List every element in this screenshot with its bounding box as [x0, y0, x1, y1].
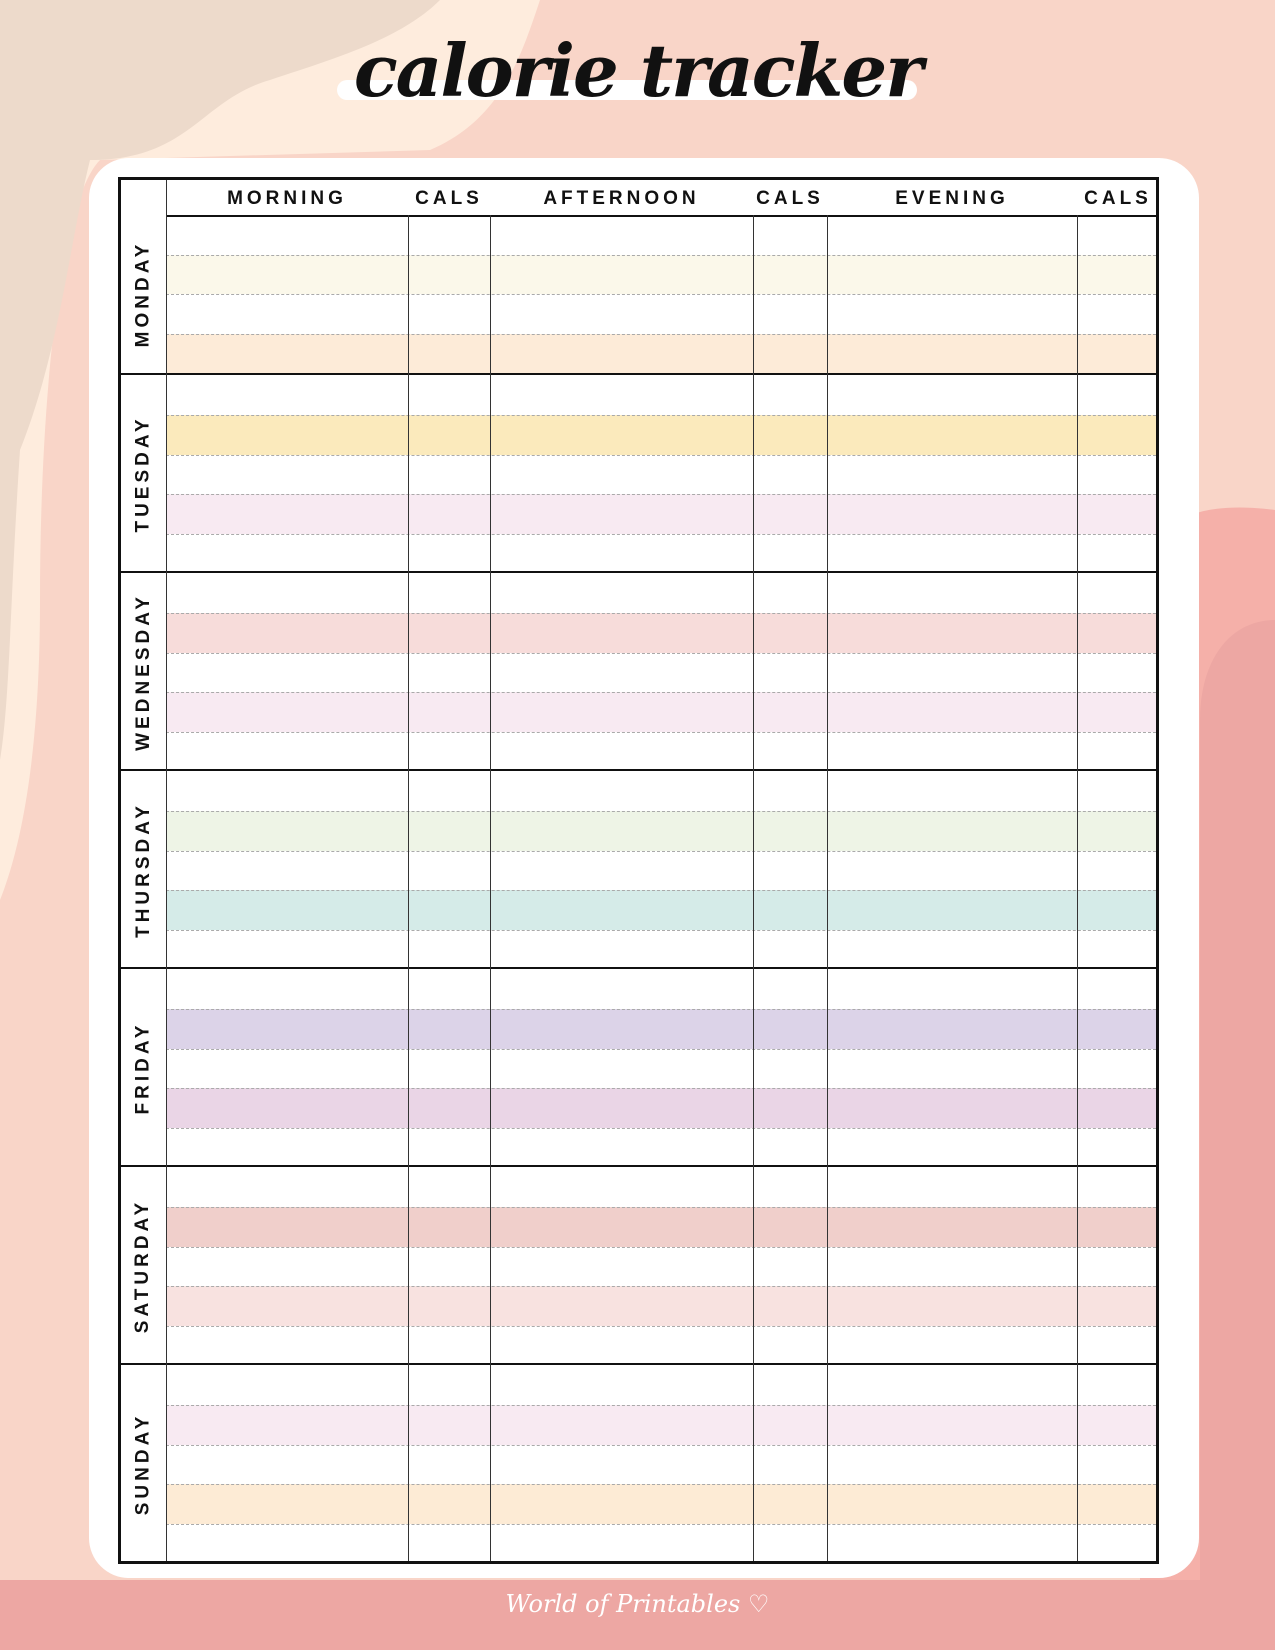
day-label — [121, 771, 166, 969]
entry-row-band[interactable] — [166, 1405, 1156, 1445]
entry-row-divider — [166, 1405, 1156, 1406]
day-label-text: FRIDAY — [132, 1021, 154, 1115]
day-label-text: TUESDAY — [132, 415, 154, 533]
entry-row-band[interactable] — [166, 255, 1156, 295]
column-header-evening: EVENING — [895, 188, 1009, 209]
entry-row-divider — [166, 1049, 1156, 1050]
entry-row-divider — [166, 732, 1156, 733]
day-label-text: MONDAY — [132, 240, 154, 348]
entry-row-divider — [166, 1445, 1156, 1446]
entry-row-divider — [166, 811, 1156, 812]
entry-row-divider — [166, 1326, 1156, 1327]
entry-row-divider — [166, 1009, 1156, 1010]
entry-row-divider — [166, 1484, 1156, 1485]
entry-row-band[interactable] — [166, 890, 1156, 930]
entry-row-divider — [166, 1088, 1156, 1089]
entry-row-band[interactable] — [166, 334, 1156, 374]
entry-row-divider — [166, 930, 1156, 931]
entry-row-divider — [166, 1247, 1156, 1248]
day-label-text: SUNDAY — [132, 1413, 154, 1516]
entry-row-divider — [166, 415, 1156, 416]
day-section-monday — [121, 215, 1156, 373]
entry-row-band[interactable] — [166, 613, 1156, 653]
entry-row-divider — [166, 294, 1156, 295]
entry-row-divider — [166, 455, 1156, 456]
entry-row-divider — [166, 534, 1156, 535]
day-section-thursday — [121, 769, 1156, 969]
header-divider — [166, 215, 1156, 217]
entry-row-band[interactable] — [166, 1484, 1156, 1524]
day-label-text: SATURDAY — [132, 1199, 154, 1334]
day-label — [121, 215, 166, 373]
day-section-sunday — [121, 1363, 1156, 1563]
entry-row-band[interactable] — [166, 1088, 1156, 1128]
day-label-text: THURSDAY — [132, 802, 154, 939]
column-header-afternoon: AFTERNOON — [543, 188, 700, 209]
entry-row-divider — [166, 890, 1156, 891]
entry-row-band[interactable] — [166, 811, 1156, 851]
column-header-cals-morning: CALS — [415, 188, 483, 209]
day-label — [121, 573, 166, 771]
day-section-saturday — [121, 1165, 1156, 1365]
entry-row-divider — [166, 1286, 1156, 1287]
column-divider — [408, 215, 409, 1561]
column-divider — [1077, 215, 1078, 1561]
column-header-morning: MORNING — [227, 188, 347, 209]
entry-row-divider — [166, 334, 1156, 335]
entry-row-divider — [166, 692, 1156, 693]
column-divider — [753, 215, 754, 1561]
day-label — [121, 375, 166, 573]
entry-row-divider — [166, 1128, 1156, 1129]
day-label-text: WEDNESDAY — [132, 593, 154, 752]
entry-row-divider — [166, 255, 1156, 256]
entry-row-divider — [166, 494, 1156, 495]
entry-row-divider — [166, 613, 1156, 614]
entry-row-divider — [166, 653, 1156, 654]
column-divider — [827, 215, 828, 1561]
day-column-divider — [166, 180, 167, 1561]
column-divider — [490, 215, 491, 1561]
entry-row-band[interactable] — [166, 494, 1156, 534]
day-label — [121, 1365, 166, 1563]
column-header-cals-evening: CALS — [1084, 188, 1152, 209]
day-section-friday — [121, 967, 1156, 1167]
column-header-cals-afternoon: CALS — [756, 188, 824, 209]
day-label — [121, 969, 166, 1167]
day-label — [121, 1167, 166, 1365]
page-title: calorie tracker — [353, 28, 922, 113]
entry-row-band[interactable] — [166, 692, 1156, 732]
entry-row-band[interactable] — [166, 1207, 1156, 1247]
day-section-tuesday — [121, 373, 1156, 573]
day-section-wednesday — [121, 571, 1156, 771]
entry-row-band[interactable] — [166, 415, 1156, 455]
brand-footer: World of Printables ♡ — [505, 1590, 770, 1618]
entry-row-divider — [166, 1207, 1156, 1208]
entry-row-band[interactable] — [166, 1009, 1156, 1049]
entry-row-band[interactable] — [166, 1286, 1156, 1326]
entry-row-divider — [166, 1524, 1156, 1525]
entry-row-divider — [166, 851, 1156, 852]
calorie-table — [118, 177, 1159, 1564]
